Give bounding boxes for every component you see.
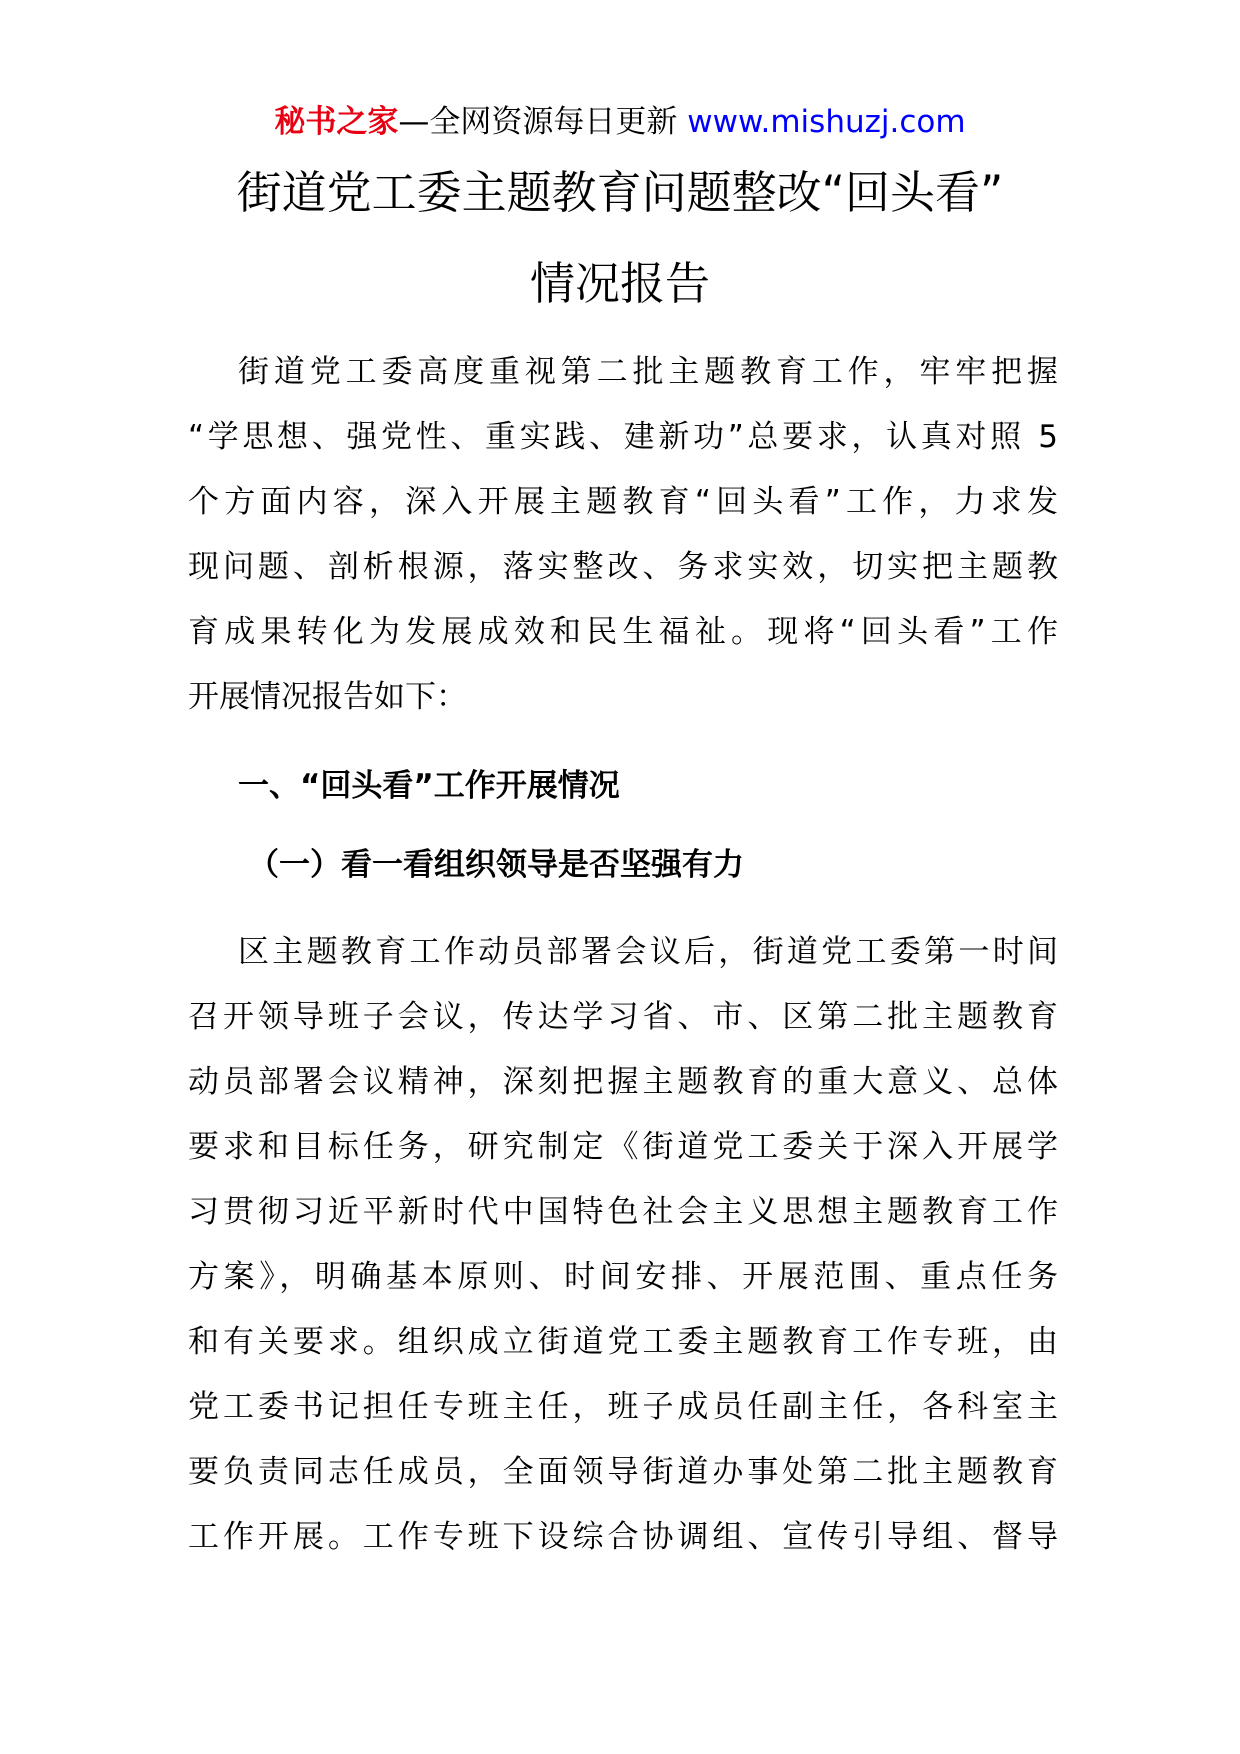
paragraph-line: 个方面内容，深入开展主题教育“回头看”工作，力求发: [188, 484, 1058, 520]
paragraph-line: 要求和目标任务，研究制定《街道党工委关于深入开展学: [188, 1129, 1058, 1165]
paragraph-line: 习贯彻习近平新时代中国特色社会主义思想主题教育工作: [188, 1194, 1058, 1230]
paragraph-line: 街道党工委高度重视第二批主题教育工作，牢牢把握: [238, 354, 1058, 390]
header-tagline: —全网资源每日更新: [398, 104, 688, 140]
body-paragraph: [188, 920, 1058, 1570]
paragraph-line: 和有关要求。组织成立街道党工委主题教育工作专班，由: [188, 1324, 1058, 1360]
paragraph-line: 动员部署会议精神，深刻把握主题教育的重大意义、总体: [188, 1064, 1058, 1100]
paragraph-line: 育成果转化为发展成效和民生福祉。现将“回头看”工作: [188, 614, 1058, 650]
paragraph-line: 区主题教育工作动员部署会议后，街道党工委第一时间: [238, 934, 1058, 970]
paragraph-line: 要负责同志任成员，全面领导街道办事处第二批主题教育: [188, 1454, 1058, 1490]
paragraph-line: “学思想、强党性、重实践、建新功”总要求，认真对照 5: [188, 419, 1058, 455]
paragraph-line: 现问题、剖析根源，落实整改、务求实效，切实把主题教: [188, 549, 1058, 585]
subsection-heading: （一）看一看组织领导是否坚强有力: [248, 847, 744, 883]
paragraph-line: 党工委书记担任专班主任，班子成员任副主任，各科室主: [188, 1389, 1058, 1425]
section-heading: 一、“回头看”工作开展情况: [238, 768, 620, 804]
brand-name: 秘书之家: [274, 104, 399, 140]
intro-paragraph: [188, 340, 1058, 730]
paragraph-line: 开展情况报告如下：: [188, 679, 467, 715]
site-url[interactable]: www.mishuzj.com: [687, 104, 966, 140]
paragraph-line: 召开领导班子会议，传达学习省、市、区第二批主题教育: [188, 999, 1058, 1035]
document-title-line-1: 街道党工委主题教育问题整改“回头看”: [236, 166, 1004, 219]
document-title-line-2: 情况报告: [529, 257, 710, 310]
watermark-header: [0, 100, 1240, 144]
paragraph-line: 方案》，明确基本原则、时间安排、开展范围、重点任务: [188, 1259, 1058, 1295]
paragraph-line: 工作开展。工作专班下设综合协调组、宣传引导组、督导: [188, 1519, 1058, 1555]
